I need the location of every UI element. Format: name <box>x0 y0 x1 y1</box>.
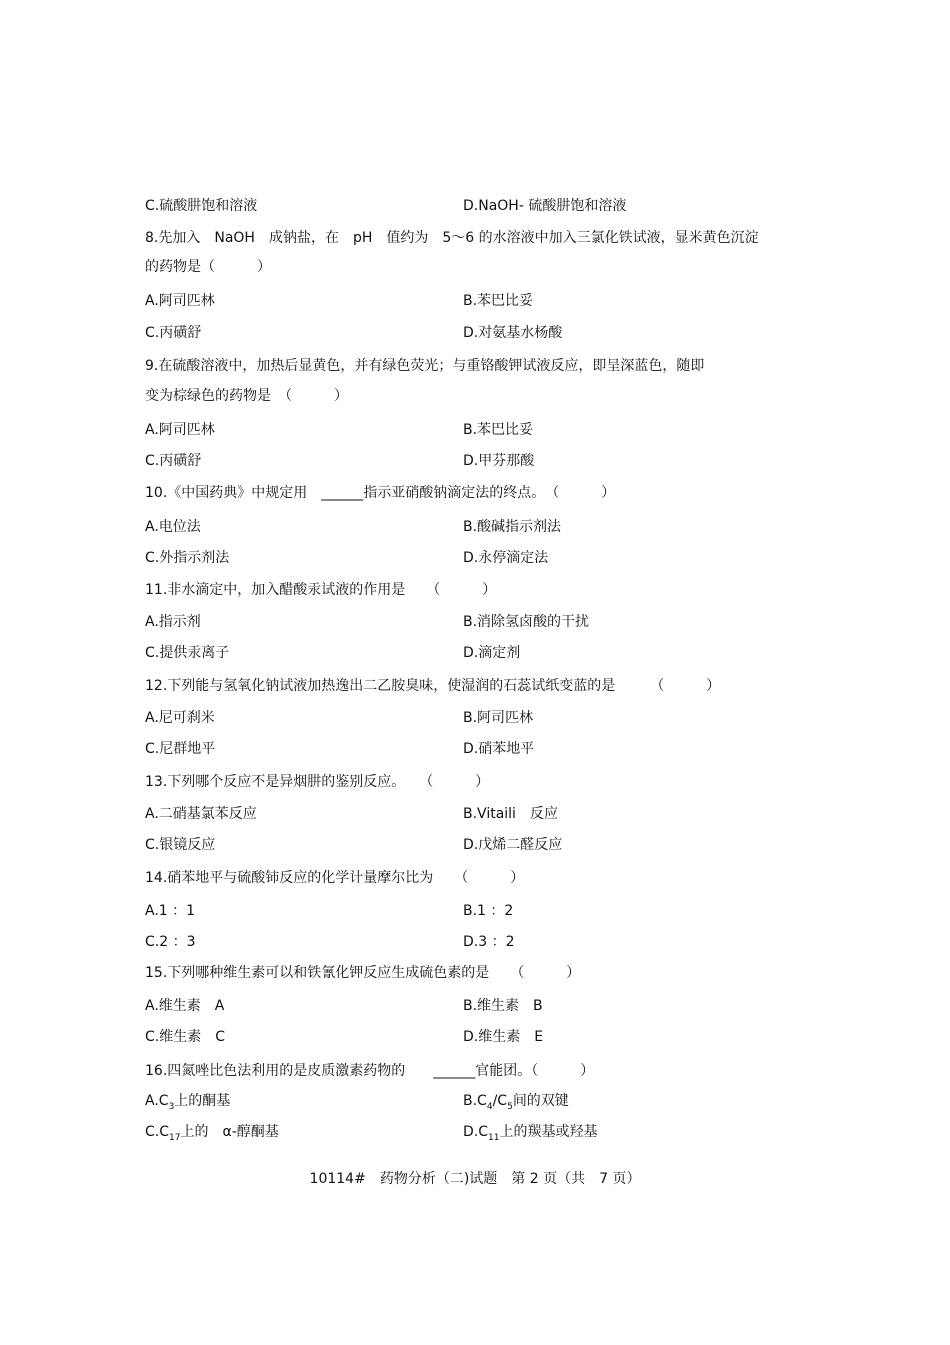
q12-option-c: C.尼群地平 <box>145 741 216 757</box>
q9-option-b: B.苯巴比妥 <box>463 422 534 438</box>
q9-stem-line1: 9.在硫酸溶液中，加热后显黄色，并有绿色荧光；与重铬酸钾试液反应，即呈深蓝色，随即 <box>145 358 705 374</box>
q13-option-a: A.二硝基氯苯反应 <box>145 806 257 822</box>
q11-option-c: C.提供汞离子 <box>145 645 230 661</box>
q10-option-b: B.酸碱指示剂法 <box>463 519 562 535</box>
page-footer: 10114# 药物分析（二)试题 第 2 页（共 7 页） <box>309 1171 641 1187</box>
q16-option-b-subscript-2: 5 <box>507 1101 513 1112</box>
q13-option-c: C.银镜反应 <box>145 837 216 853</box>
q8-stem-line2: 的药物是（ ） <box>145 259 271 275</box>
q11-stem: 11.非水滴定中，加入醋酸汞试液的作用是 （ ） <box>145 582 497 598</box>
q12-option-a: A.尼可刹米 <box>145 710 215 726</box>
q16-option-b-subscript-1: 4 <box>486 1101 493 1112</box>
q9-option-d: D.甲芬那酸 <box>463 453 535 469</box>
q10-option-a: A.电位法 <box>145 519 201 535</box>
q14-option-a: A.1 ：1 <box>145 903 196 919</box>
q16-option-d-subscript: 11 <box>488 1132 500 1143</box>
q9-option-a: A.阿司匹林 <box>145 422 215 438</box>
q8-option-b: B.苯巴比妥 <box>463 293 534 309</box>
q16-option-b-text: 间的双键 <box>512 1093 569 1109</box>
q10-option-c: C.外指示剂法 <box>145 550 230 566</box>
q15-option-b: B.维生素 B <box>463 998 543 1014</box>
q12-stem: 12.下列能与氢氧化钠试液加热逸出二乙胺臭味，使湿润的石蕊试纸变蓝的是 （ ） <box>145 678 721 694</box>
q16-option-c-text: 上的 α-醇酮基 <box>180 1124 279 1140</box>
q8-option-c: C.丙磺舒 <box>145 325 202 341</box>
q16-option-d-prefix: D.C <box>463 1124 489 1140</box>
q15-stem: 15.下列哪种维生素可以和铁氰化钾反应生成硫色素的是 （ ） <box>145 965 581 981</box>
q9-option-c: C.丙磺舒 <box>145 453 202 469</box>
q13-stem: 13.下列哪个反应不是异烟肼的鉴别反应。 （ ） <box>145 774 490 790</box>
q16-option-a-subscript: 3 <box>168 1101 175 1112</box>
q13-option-b: B.Vitaili 反应 <box>463 806 558 822</box>
q16-option-b-middle: /C <box>492 1093 508 1109</box>
q14-option-b: B.1 ：2 <box>463 903 514 919</box>
q11-option-a: A.指示剂 <box>145 614 201 630</box>
q8-option-d: D.对氨基水杨酸 <box>463 325 563 341</box>
q11-option-d: D.滴定剂 <box>463 645 521 661</box>
q10-stem: 10.《中国药典》中规定用 ______指示亚硝酸钠滴定法的终点。 （ ） <box>145 485 616 501</box>
q13-option-d: D.戊烯二醛反应 <box>463 837 563 853</box>
q16-option-d-text: 上的羰基或羟基 <box>499 1124 598 1140</box>
q16-option-c-subscript: 17 <box>169 1132 181 1143</box>
q9-stem-line2: 变为棕绿色的药物是 （ ） <box>145 388 348 404</box>
q8-option-a: A.阿司匹林 <box>145 293 215 309</box>
q14-option-d: D.3 ：2 <box>463 934 515 950</box>
q16-option-b-prefix: B.C <box>463 1093 487 1109</box>
q14-option-c: C.2 ：3 <box>145 934 196 950</box>
q12-option-d: D.硝苯地平 <box>463 741 535 757</box>
q15-option-a: A.维生素 A <box>145 998 225 1014</box>
q8-stem-line1: 8.先加入 NaOH 成钠盐，在 pH 值约为 5～6 的水溶液中加入三氯化铁试液，显米黄色沉淀 <box>145 230 759 246</box>
q15-option-c: C.维生素 C <box>145 1029 226 1045</box>
q16-option-c-prefix: C.C <box>145 1124 170 1140</box>
q16-option-b <box>463 1092 569 1116</box>
q16-option-a-prefix: A.C <box>145 1093 169 1109</box>
q16-option-d <box>463 1123 597 1147</box>
q10-option-d: D.永停滴定法 <box>463 550 549 566</box>
q16-option-a <box>145 1092 230 1116</box>
q7-option-c: C.硫酸肼饱和溶液 <box>145 198 258 214</box>
q16-option-a-text: 上的酮基 <box>174 1093 231 1109</box>
q14-stem: 14.硝苯地平与硫酸铈反应的化学计量摩尔比为 （ ） <box>145 870 525 886</box>
q11-option-b: B.消除氢卤酸的干扰 <box>463 614 590 630</box>
q15-option-d: D.维生素 E <box>463 1029 544 1045</box>
q12-option-b: B.阿司匹林 <box>463 710 534 726</box>
q16-option-c <box>145 1123 279 1147</box>
q16-stem: 16.四氮唑比色法利用的是皮质激素药物的 ______官能团。（ ） <box>145 1063 595 1079</box>
q7-option-d: D.NaOH- 硫酸肼饱和溶液 <box>463 198 627 214</box>
